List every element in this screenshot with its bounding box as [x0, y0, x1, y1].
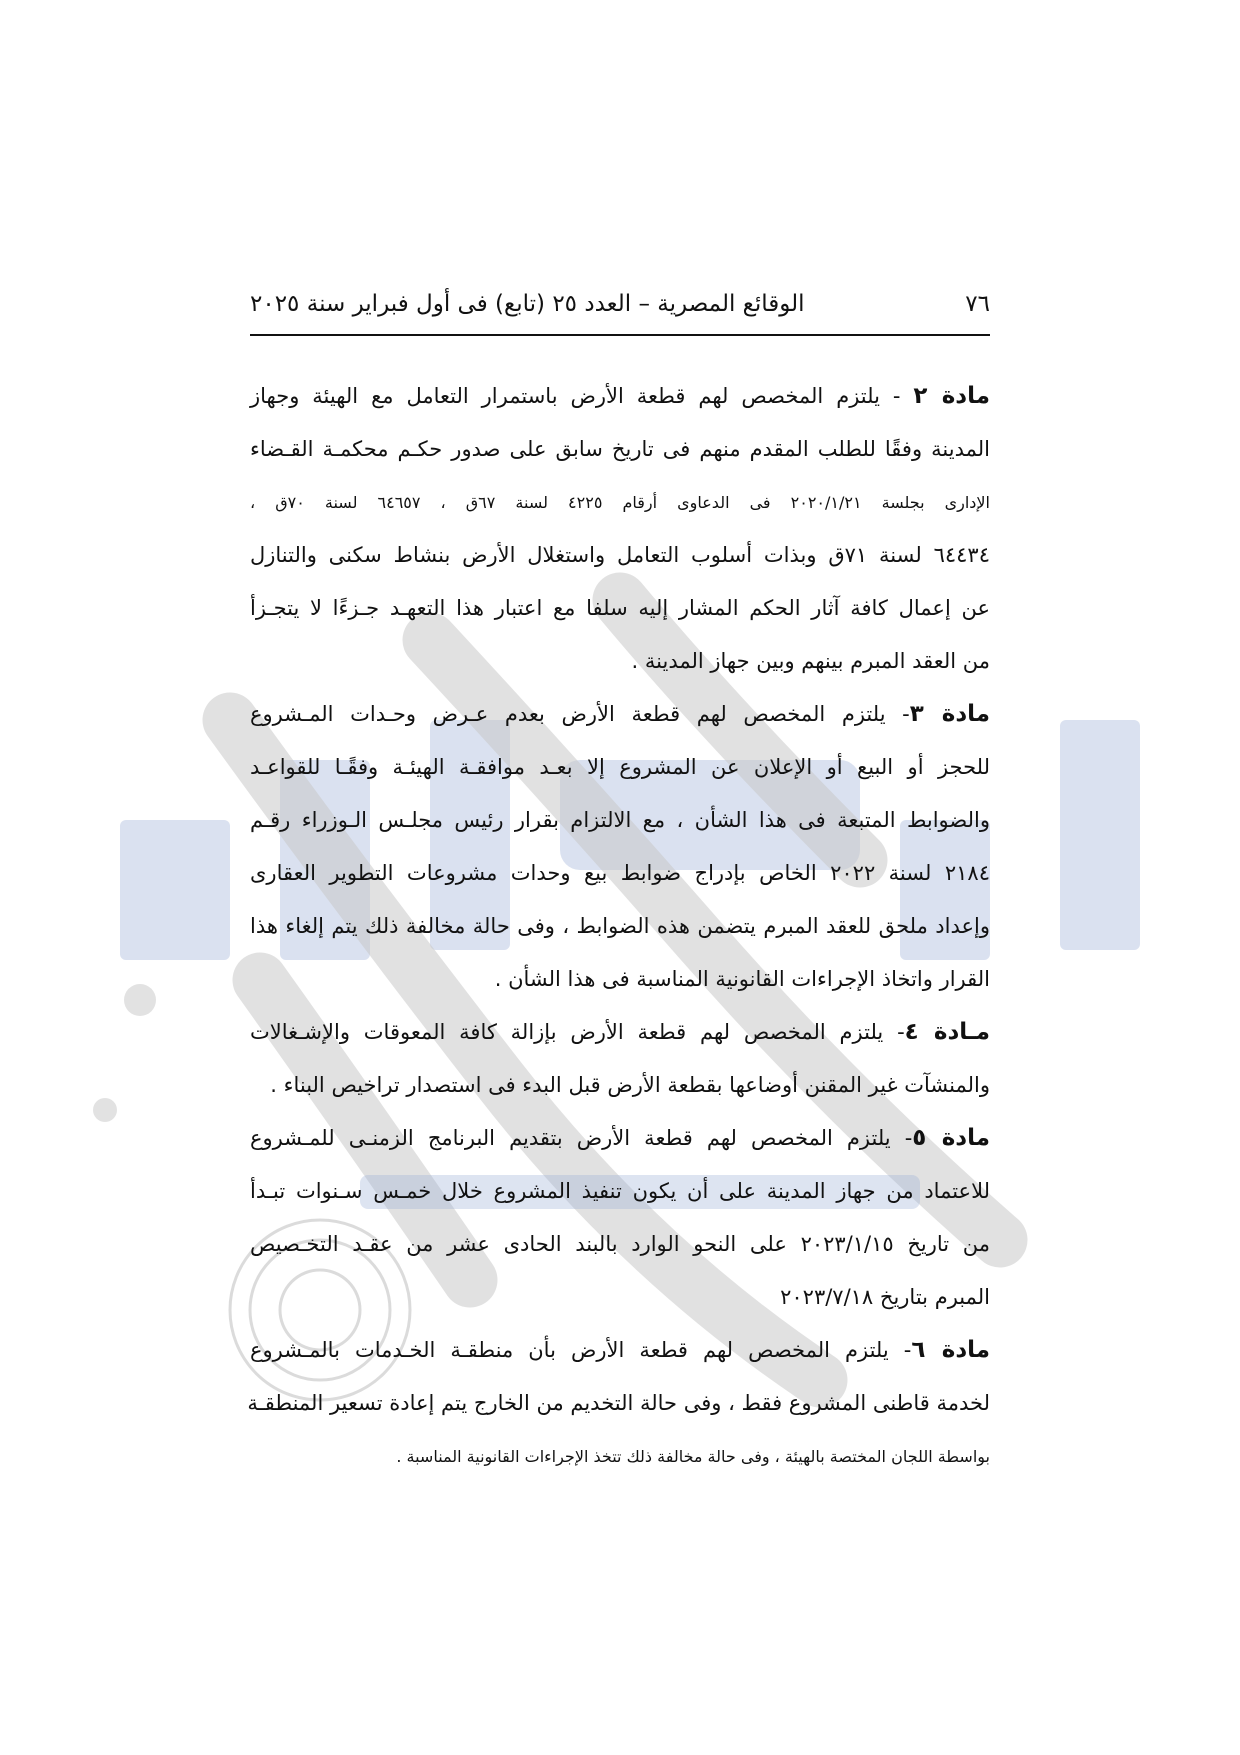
article-line: من العقد المبرم بينهم وبين جهاز المدينة .: [631, 649, 990, 673]
article-line: ٢١٨٤ لسنة ٢٠٢٢ الخاص بإدراج ضوابط بيع وحدات مشروعات التطوير العقارى: [250, 861, 990, 885]
gazette-title: الوقائع المصرية – العدد ٢٥ (تابع) فى أول فبراير سنة ٢٠٢٥: [250, 291, 805, 317]
article-line: لخدمة قاطنى المشروع فقط ، وفى حالة التخديم من الخارج يتم إعادة تسعير المنطقـة: [247, 1391, 990, 1415]
article-line: [250, 1324, 990, 1377]
article-line: [250, 1112, 990, 1165]
article-line: وإعداد ملحق للعقد المبرم يتضمن هذه الضوابط ، وفى حالة مخالفة ذلك يتم إلغاء هذا: [250, 914, 990, 938]
article-line: والمنشآت غير المقنن أوضاعها بقطعة الأرض قبل البدء فى استصدار تراخيص البناء .: [270, 1073, 990, 1097]
article-label: مادة ٥: [912, 1125, 990, 1151]
article-text: - يلتزم المخصص لهم قطعة الأرض بتقديم البرنامج الزمنـى للمـشروع: [250, 1126, 913, 1150]
article-label: مادة ٣: [909, 701, 991, 727]
article-line: للحجز أو البيع أو الإعلان عن المشروع إلا بعـد موافقـة الهيئـة وفقًـا للقواعـد: [250, 755, 990, 779]
article-line: [250, 370, 990, 423]
article-line: والضوابط المتبعة فى هذا الشأن ، مع الالتزام بقرار رئيس مجلـس الـوزراء رقـم: [250, 808, 990, 832]
article-label: مادة ٢: [913, 383, 990, 409]
page-header: [250, 283, 990, 325]
article-line: [250, 1006, 990, 1059]
article-label: مادة ٦: [911, 1337, 990, 1363]
article-label: مـادة ٤: [904, 1019, 990, 1045]
article-line: بواسطة اللجان المختصة بالهيئة ، وفى حالة مخالفة ذلك تتخذ الإجراءات القانونية المناسبة .: [396, 1447, 990, 1466]
article-line: المبرم بتاريخ ٢٠٢٣/٧/١٨: [780, 1285, 990, 1309]
article-text: - يلتزم المخصص لهم قطعة الأرض بإزالة كافة المعوقات والإشـغالات: [250, 1020, 905, 1044]
article-text: - يلتزم المخصص لهم قطعة الأرض باستمرار التعامل مع الهيئة وجهاز: [250, 384, 901, 408]
article-text: - يلتزم المخصص لهم قطعة الأرض بعدم عـرض وحـدات المـشروع: [250, 702, 910, 726]
header-rule: [250, 334, 990, 336]
article-line: من تاريخ ٢٠٢٣/١/١٥ على النحو الوارد بالبند الحادى عشر من عقـد التخـصيص: [250, 1232, 991, 1256]
article-line: عن إعمال كافة آثار الحكم المشار إليه سلفا مع اعتبار هذا التعهـد جـزءًا لا يتجـزأ: [250, 596, 990, 620]
page-number: ٧٦: [965, 291, 990, 317]
article-line: الإدارى بجلسة ٢٠٢٠/١/٢١ فى الدعاوى أرقام ٤٢٢٥ لسنة ٦٧ق ، ٦٤٦٥٧ لسنة ٧٠ق ،: [250, 493, 990, 512]
document-body: [247, 370, 991, 1483]
article-text: - يلتزم المخصص لهم قطعة الأرض بأن منطقـة الخـدمات بالمـشروع: [250, 1338, 912, 1362]
article-line: ٦٤٤٣٤ لسنة ٧١ق وبذات أسلوب التعامل واستغلال الأرض بنشاط سكنى والتنازل: [250, 543, 990, 567]
article-line: [250, 688, 990, 741]
article-line: القرار واتخاذ الإجراءات القانونية المناسبة فى هذا الشأن .: [494, 967, 990, 991]
article-line: للاعتماد من جهاز المدينة على أن يكون تنفيذ المشروع خلال خمـس سـنوات تبـدأ: [250, 1179, 990, 1203]
article-line: المدينة وفقًا للطلب المقدم منهم فى تاريخ سابق على صدور حكـم محكمـة القـضاء: [250, 437, 990, 461]
